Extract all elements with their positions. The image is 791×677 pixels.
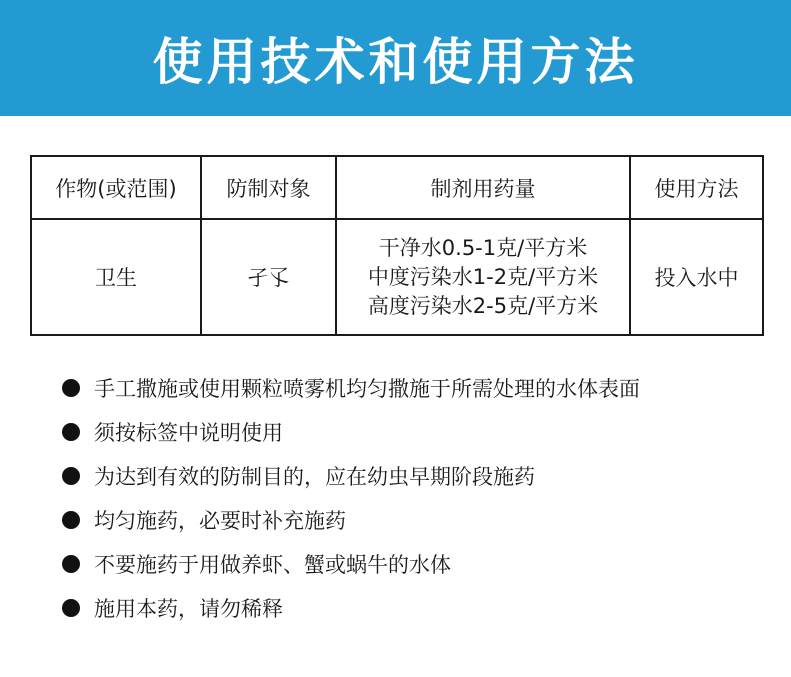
header-target: 防制对象 (201, 156, 336, 219)
instruction-text: 为达到有效的防制目的，应在幼虫早期阶段施药 (94, 465, 535, 489)
instruction-text: 手工撒施或使用颗粒喷雾机均匀撒施于所需处理的水体表面 (94, 377, 640, 401)
usage-table (30, 155, 764, 336)
instruction-text: 施用本药，请勿稀释 (94, 597, 283, 621)
instruction-text: 不要施药于用做养虾、蟹或蜗牛的水体 (94, 553, 451, 577)
cell-method: 投入水中 (630, 219, 763, 335)
dosage-line-heavy: 高度污染水2-5克/平方米 (367, 293, 599, 318)
instruction-text: 均匀施药，必要时补充施药 (94, 509, 346, 533)
bullet-dot-icon (62, 379, 80, 397)
list-item (62, 366, 640, 410)
table-row (31, 219, 763, 335)
list-item (62, 454, 640, 498)
bullet-dot-icon (62, 423, 80, 441)
list-item (62, 498, 640, 542)
header-banner (0, 0, 791, 116)
bullet-dot-icon (62, 555, 80, 573)
header-method: 使用方法 (630, 156, 763, 219)
cell-target: 孑孓 (201, 219, 336, 335)
instruction-list (62, 366, 640, 630)
bullet-dot-icon (62, 599, 80, 617)
bullet-dot-icon (62, 467, 80, 485)
bullet-dot-icon (62, 511, 80, 529)
list-item (62, 542, 640, 586)
page-title: 使用技术和使用方法 (152, 33, 639, 91)
instruction-text: 须按标签中说明使用 (94, 421, 283, 445)
header-dosage: 制剂用药量 (336, 156, 630, 219)
cell-crop: 卫生 (31, 219, 201, 335)
list-item (62, 410, 640, 454)
table-header-row (31, 156, 763, 219)
cell-dosage (336, 219, 630, 335)
header-crop: 作物(或范围) (31, 156, 201, 219)
list-item (62, 586, 640, 630)
dosage-line-clean: 干净水0.5-1克/平方米 (378, 235, 588, 260)
dosage-line-moderate: 中度污染水1-2克/平方米 (367, 264, 599, 289)
